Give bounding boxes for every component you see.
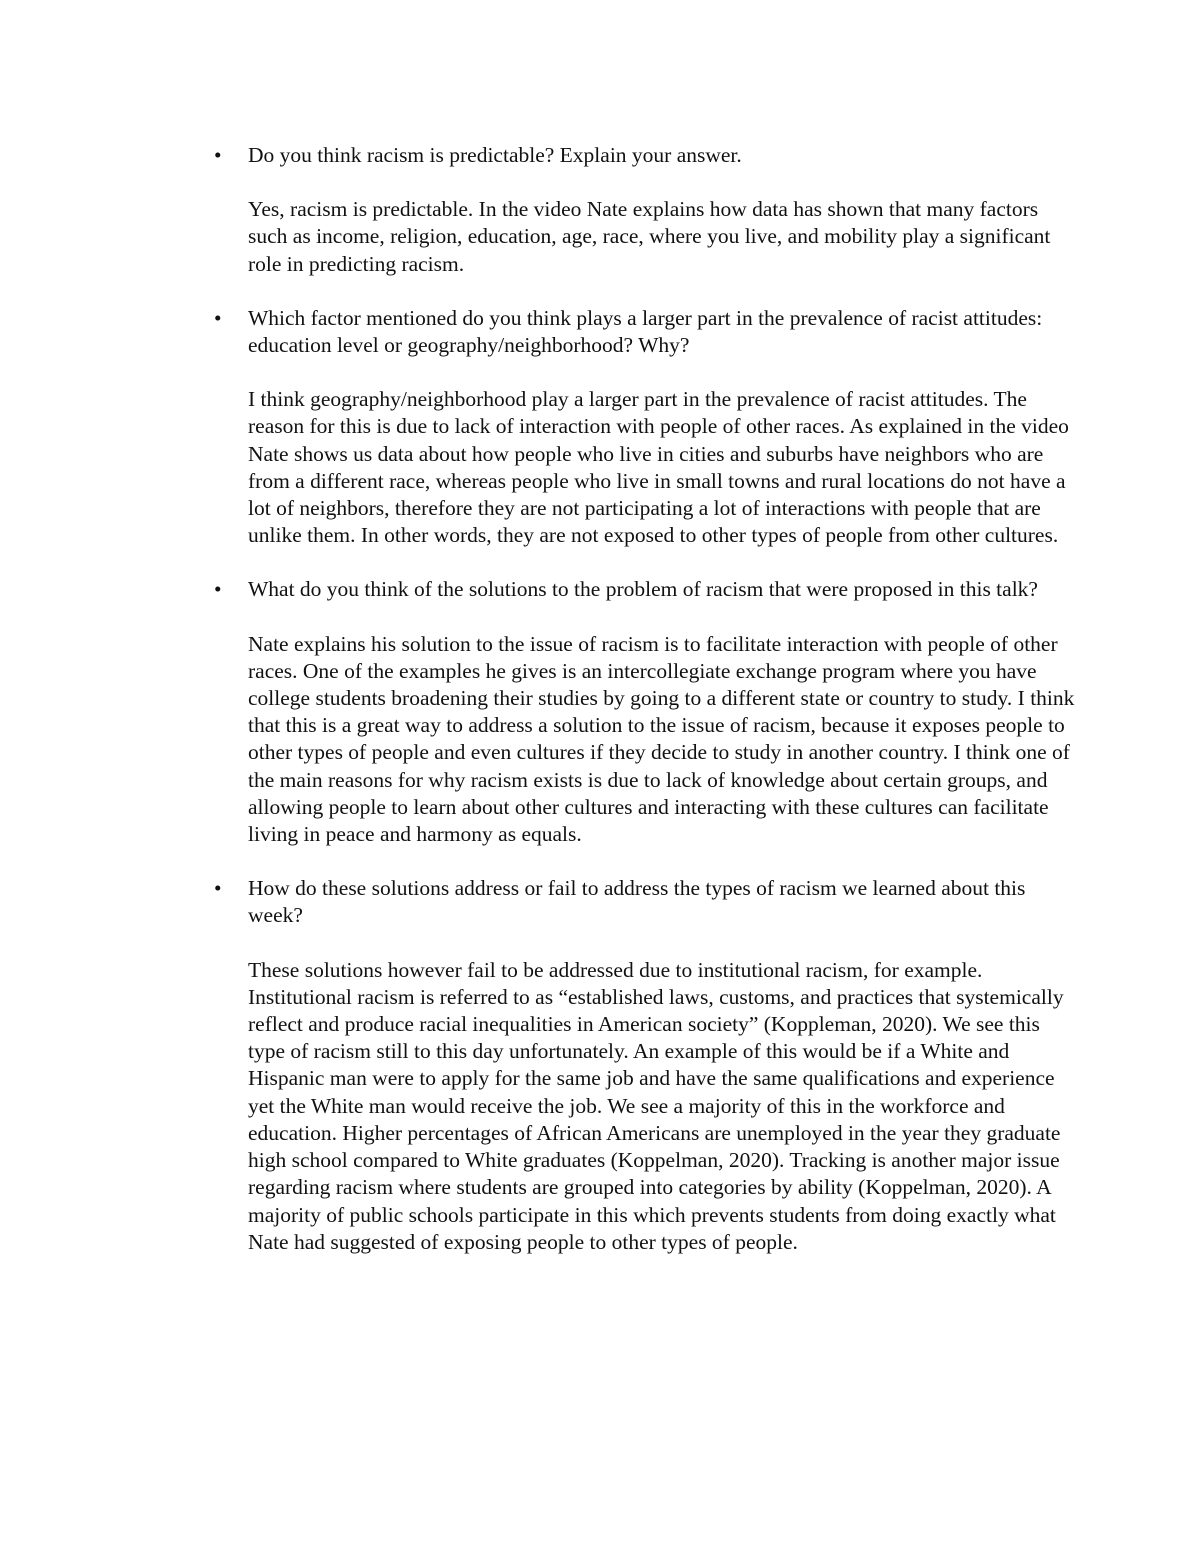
document-body <box>214 142 1078 1283</box>
answer-text: These solutions however fail to be addressed due to institutional racism, for example. Institutional racism is referred to as “established laws, customs, and practices that systemically reflect and produce racial inequalities in American society” (Koppleman, 2020). We see this type of racism still to this day unfortunately. An example of this would be if a White and Hispanic man were to apply for the same job and have the same qualifications and experience yet the White man would receive the job. We see a majority of this in the workforce and education. Higher percentages of African Americans are unemployed in the year they graduate high school compared to White graduates (Koppelman, 2020). Tracking is another major issue regarding racism where students are grouped into categories by ability (Koppelman, 2020). A majority of public schools participate in this which prevents students from doing exactly what Nate had suggested of exposing people to other types of people. <box>248 957 1064 1254</box>
bullet-marker: • <box>214 305 222 330</box>
list-item <box>214 305 1078 550</box>
bullet-marker: • <box>214 577 222 602</box>
question-text: How do these solutions address or fail to address the types of racism we learned about this week? <box>248 876 1026 928</box>
answer-text: Nate explains his solution to the issue of racism is to facilitate interaction with people of other races. One of the examples he gives is an intercollegiate exchange program where you have college students broadening their studies by going to a different state or country to study. I think that this is a great way to address a solution to the issue of racism, because it exposes people to other types of people and even cultures if they decide to study in another country. I think one of the main reasons for why racism exists is due to lack of knowledge about certain groups, and allowing people to learn about other cultures and interacting with these cultures can facilitate living in peace and harmony as equals. <box>248 631 1075 847</box>
bullet-marker: • <box>214 876 222 901</box>
question-text: Do you think racism is predictable? Explain your answer. <box>248 143 742 167</box>
answer-text: Yes, racism is predictable. In the video Nate explains how data has shown that many factors such as income, religion, education, age, race, where you live, and mobility play a significant role in predicting racism. <box>248 197 1051 276</box>
bullet-marker: • <box>214 143 222 167</box>
answer-text: I think geography/neighborhood play a larger part in the prevalence of racist attitudes. The reason for this is due to lack of interaction with people of other races. As explained in the video Nate shows us data about how people who live in cities and suburbs have neighbors who are from a different race, whereas people who live in small towns and rural locations do not have a lot of neighbors, therefore they are not participating a lot of interactions with people that are unlike them. In other words, they are not exposed to other types of people from other cultures. <box>248 387 1069 548</box>
list-item <box>214 576 1078 848</box>
question-text: What do you think of the solutions to the problem of racism that were proposed in this talk? <box>248 577 1038 602</box>
list-item <box>214 875 1078 1256</box>
question-text: Which factor mentioned do you think plays a larger part in the prevalence of racist attitudes: education level or geography/neighborhood? Why? <box>248 305 1043 358</box>
list-item <box>214 142 1078 278</box>
